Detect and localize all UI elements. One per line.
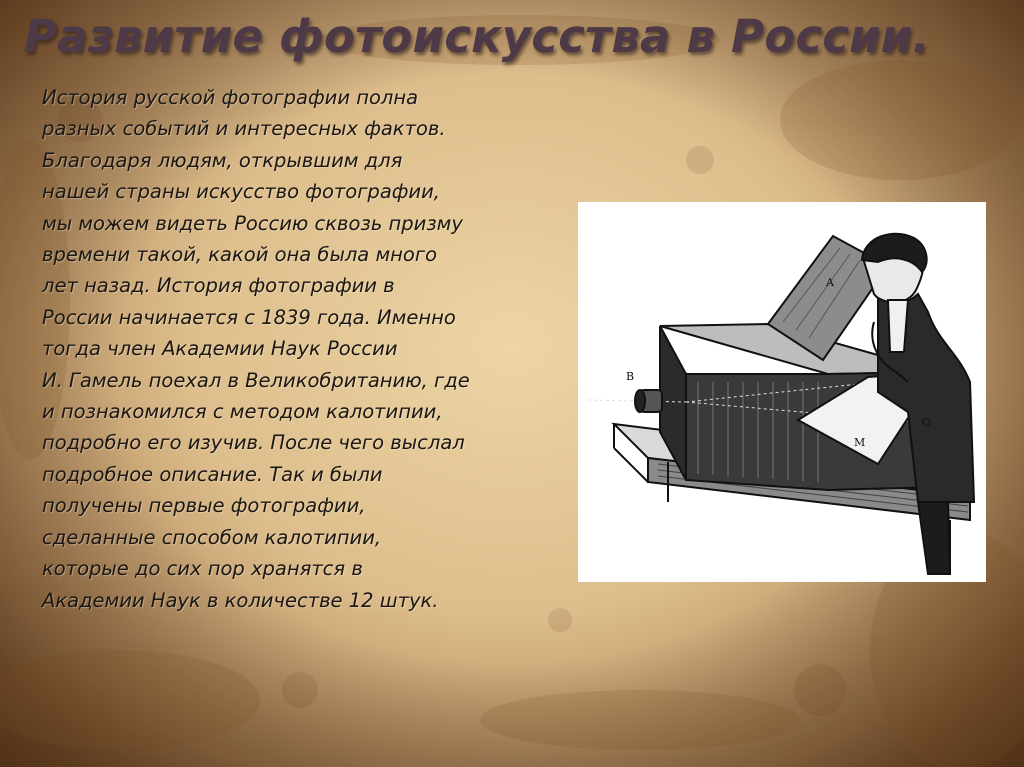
body-paragraph xyxy=(42,82,582,616)
camera-obscura-illustration xyxy=(578,202,986,582)
body-line: мы можем видеть Россию сквозь призму xyxy=(42,211,463,235)
side-label: O xyxy=(922,416,932,429)
body-line: И. Гамель поехал в Великобританию, где xyxy=(42,368,470,392)
body-line: и познакомился с методом калотипии, xyxy=(42,400,443,424)
body-line: тогда член Академии Наук России xyxy=(42,337,398,361)
body-line: История русской фотографии полна xyxy=(42,86,419,109)
slide-title: Развитие фотоискусства в России. xyxy=(24,10,930,63)
body-line: лет назад. История фотографии в xyxy=(42,274,395,298)
body-line: времени такой, какой она была много xyxy=(42,243,438,267)
body-line: подробное описание. Так и были xyxy=(42,462,383,486)
body-line: которые до сих пор хранятся в xyxy=(42,557,363,581)
body-line: нашей страны искусство фотографии, xyxy=(42,180,440,204)
engraving-drawing xyxy=(578,202,986,582)
body-line: сделанные способом калотипии, xyxy=(42,525,382,549)
lid-label: A xyxy=(826,276,834,289)
lens-label: B xyxy=(626,370,635,383)
body-line: Академии Наук в количестве 12 штук. xyxy=(42,588,439,612)
body-line: разных событий и интересных фактов. xyxy=(42,117,446,141)
body-line: России начинается с 1839 года. Именно xyxy=(42,305,456,329)
body-line: Благодаря людям, открывшим для xyxy=(42,148,403,172)
body-line: подробно его изучив. После чего выслал xyxy=(42,431,465,455)
body-line: получены первые фотографии, xyxy=(42,494,366,518)
mirror-label: M xyxy=(854,436,866,449)
